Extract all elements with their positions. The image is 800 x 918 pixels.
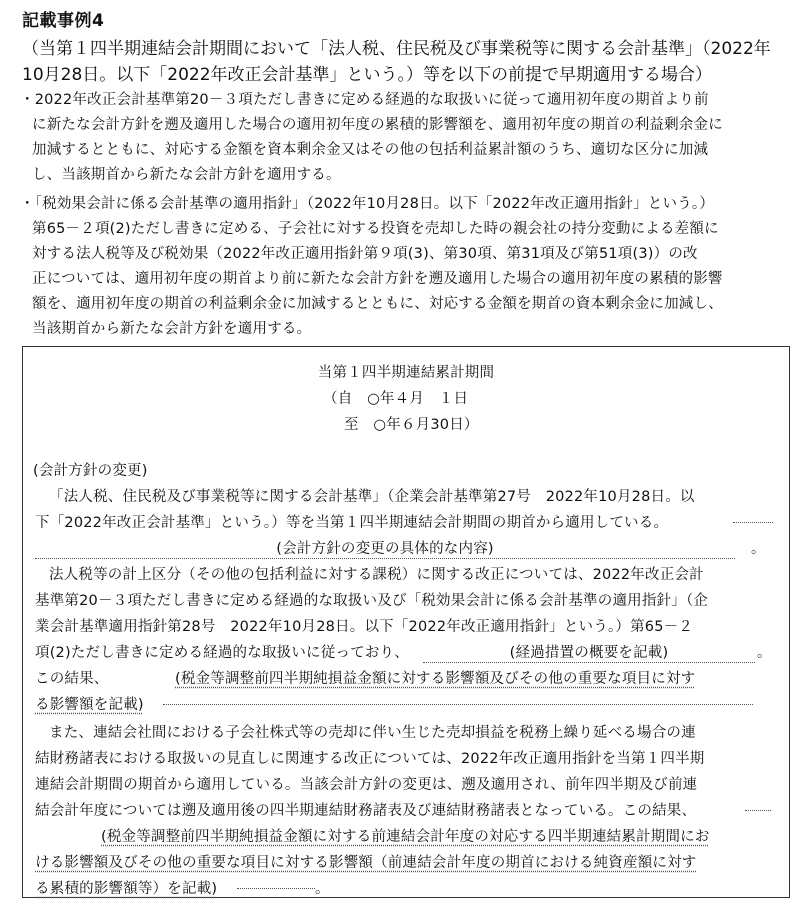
example-heading: 記載事例4 bbox=[22, 11, 105, 31]
p2-line-3: 業会計基準適用指針第28号 2022年10月28日。以下「2022年改正適用指針」という。）第65－２ bbox=[35, 619, 694, 635]
p3-line-4: 結会計年度については遡及適用後の四半期連結財務諸表及び連結財務諸表となっている。この結果、 bbox=[35, 803, 697, 819]
p3-impact-placeholder-2: ける影響額及びその他の重要な項目に対する影響額（前連結会計年度の期首における純資産額に対す bbox=[35, 855, 697, 871]
period-to: 至 ○年６月30日） bbox=[344, 417, 479, 433]
p3-impact-placeholder-3: る累積的影響額等）を記載) bbox=[35, 881, 218, 897]
p3-line-3: 連結会計期間の期首から適用している。当該会計方針の変更は、遡及適用され、前年四半期及び前連 bbox=[35, 777, 698, 793]
p2-line-2: 基準第20－３項ただし書きに定める経過的な取扱い及び「税効果会計に係る会計基準の適用指針」（企 bbox=[35, 593, 709, 609]
p1-line-2: 下「2022年改正会計基準」という。）等を当第１四半期連結会計期間の期首から適用している。 bbox=[35, 515, 669, 531]
section-title: (会計方針の変更) bbox=[33, 463, 148, 479]
subhead-line-2: 10月28日。以下「2022年改正会計基準」という。）等を以下の前提で早期適用する場合） bbox=[22, 65, 713, 85]
bullet2-line-2: 第65－２項(2)ただし書きに定める、子会社に対する投資を売却した時の親会社の持分変動による差額に bbox=[32, 221, 719, 237]
period-title: 当第１四半期連結累計期間 bbox=[317, 365, 495, 381]
bullet2-line-4: 正については、適用初年度の期首より前に新たな会計方針を遡及適用した場合の適用初年度の累積的影響 bbox=[32, 271, 723, 287]
p2-end-mark-1: 。 bbox=[757, 645, 772, 661]
p2-impact-placeholder-1: (税金等調整前四半期純損益金額に対する影響額及びその他の重要な項目に対す bbox=[175, 671, 696, 687]
period-from: （自 ○年４月 １日 bbox=[323, 391, 469, 407]
p3-impact-placeholder-1: (税金等調整前四半期純損益金額に対する前連結会計年度の対応する四半期連結累計期間にお bbox=[101, 829, 710, 845]
bullet1-line-4: し、当該期首から新たな会計方針を適用する。 bbox=[32, 167, 341, 183]
p2-transition-placeholder: (経過措置の概要を記載) bbox=[423, 641, 755, 663]
bullet1-line-1: ・2022年改正会計基準第20－３項ただし書きに定める経過的な取扱いに従って適用初年度の期首より前 bbox=[20, 92, 709, 108]
example-box bbox=[22, 346, 790, 898]
p1-end-mark: 。 bbox=[751, 541, 766, 557]
p1-dotted-leader bbox=[733, 511, 773, 525]
p2-impact-placeholder-2: る影響額を記載) bbox=[35, 697, 144, 713]
bullet2-line-1: ・「税効果会計に係る会計基準の適用指針」（2022年10月28日。以下「2022年改正適用指針」という。） bbox=[20, 196, 715, 212]
p3-dotted-leader-2 bbox=[237, 877, 315, 893]
bullet1-line-2: に新たな会計方針を遡及適用した場合の適用初年度の累積的影響額を、適用初年度の期首の利益剰余金に bbox=[32, 117, 723, 133]
bullet2-line-3: 対する法人税等及び税効果（2022年改正適用指針第９項(3)、第30項、第31項及び第51項(3)）の改 bbox=[32, 246, 698, 262]
p3-line-1: また、連結会社間における子会社株式等の売却に伴い生じた売却損益を税務上繰り延べる場合の連 bbox=[49, 725, 696, 741]
p1-line-1: 「法人税、住民税及び事業税等に関する会計基準」（企業会計基準第27号 2022年10月28日。以 bbox=[49, 489, 695, 505]
p1-content-placeholder: (会計方針の変更の具体的な内容) bbox=[35, 537, 755, 559]
p3-line-2: 結財務諸表における取扱いの見直しに関連する改正については、2022年改正適用指針を当第１四半期 bbox=[35, 751, 705, 767]
p3-end-mark: 。 bbox=[315, 881, 330, 897]
bullet2-line-5: 額を、適用初年度の期首の利益剰余金に加減するとともに、対応する金額を期首の資本剰余金に加減し、 bbox=[32, 296, 723, 312]
p2-line-1: 法人税等の計上区分（その他の包括利益に対する課税）に関する改正については、2022年改正会計 bbox=[49, 567, 704, 583]
p3-dotted-leader bbox=[745, 799, 771, 815]
p2-line-4: 項(2)ただし書きに定める経過的な取扱いに従っており、 bbox=[35, 645, 409, 661]
p2-dotted-leader bbox=[163, 693, 753, 709]
bullet1-line-3: 加減するとともに、対応する金額を資本剰余金又はその他の包括利益累計額のうち、適切な区分に加減 bbox=[32, 142, 709, 158]
subhead-line-1: （当第１四半期連結会計期間において「法人税、住民税及び事業税等に関する会計基準」（2022年 bbox=[22, 39, 771, 59]
bullet2-line-6: 当該期首から新たな会計方針を適用する。 bbox=[32, 321, 312, 337]
p2-line-5-lead: この結果、 bbox=[35, 671, 109, 687]
